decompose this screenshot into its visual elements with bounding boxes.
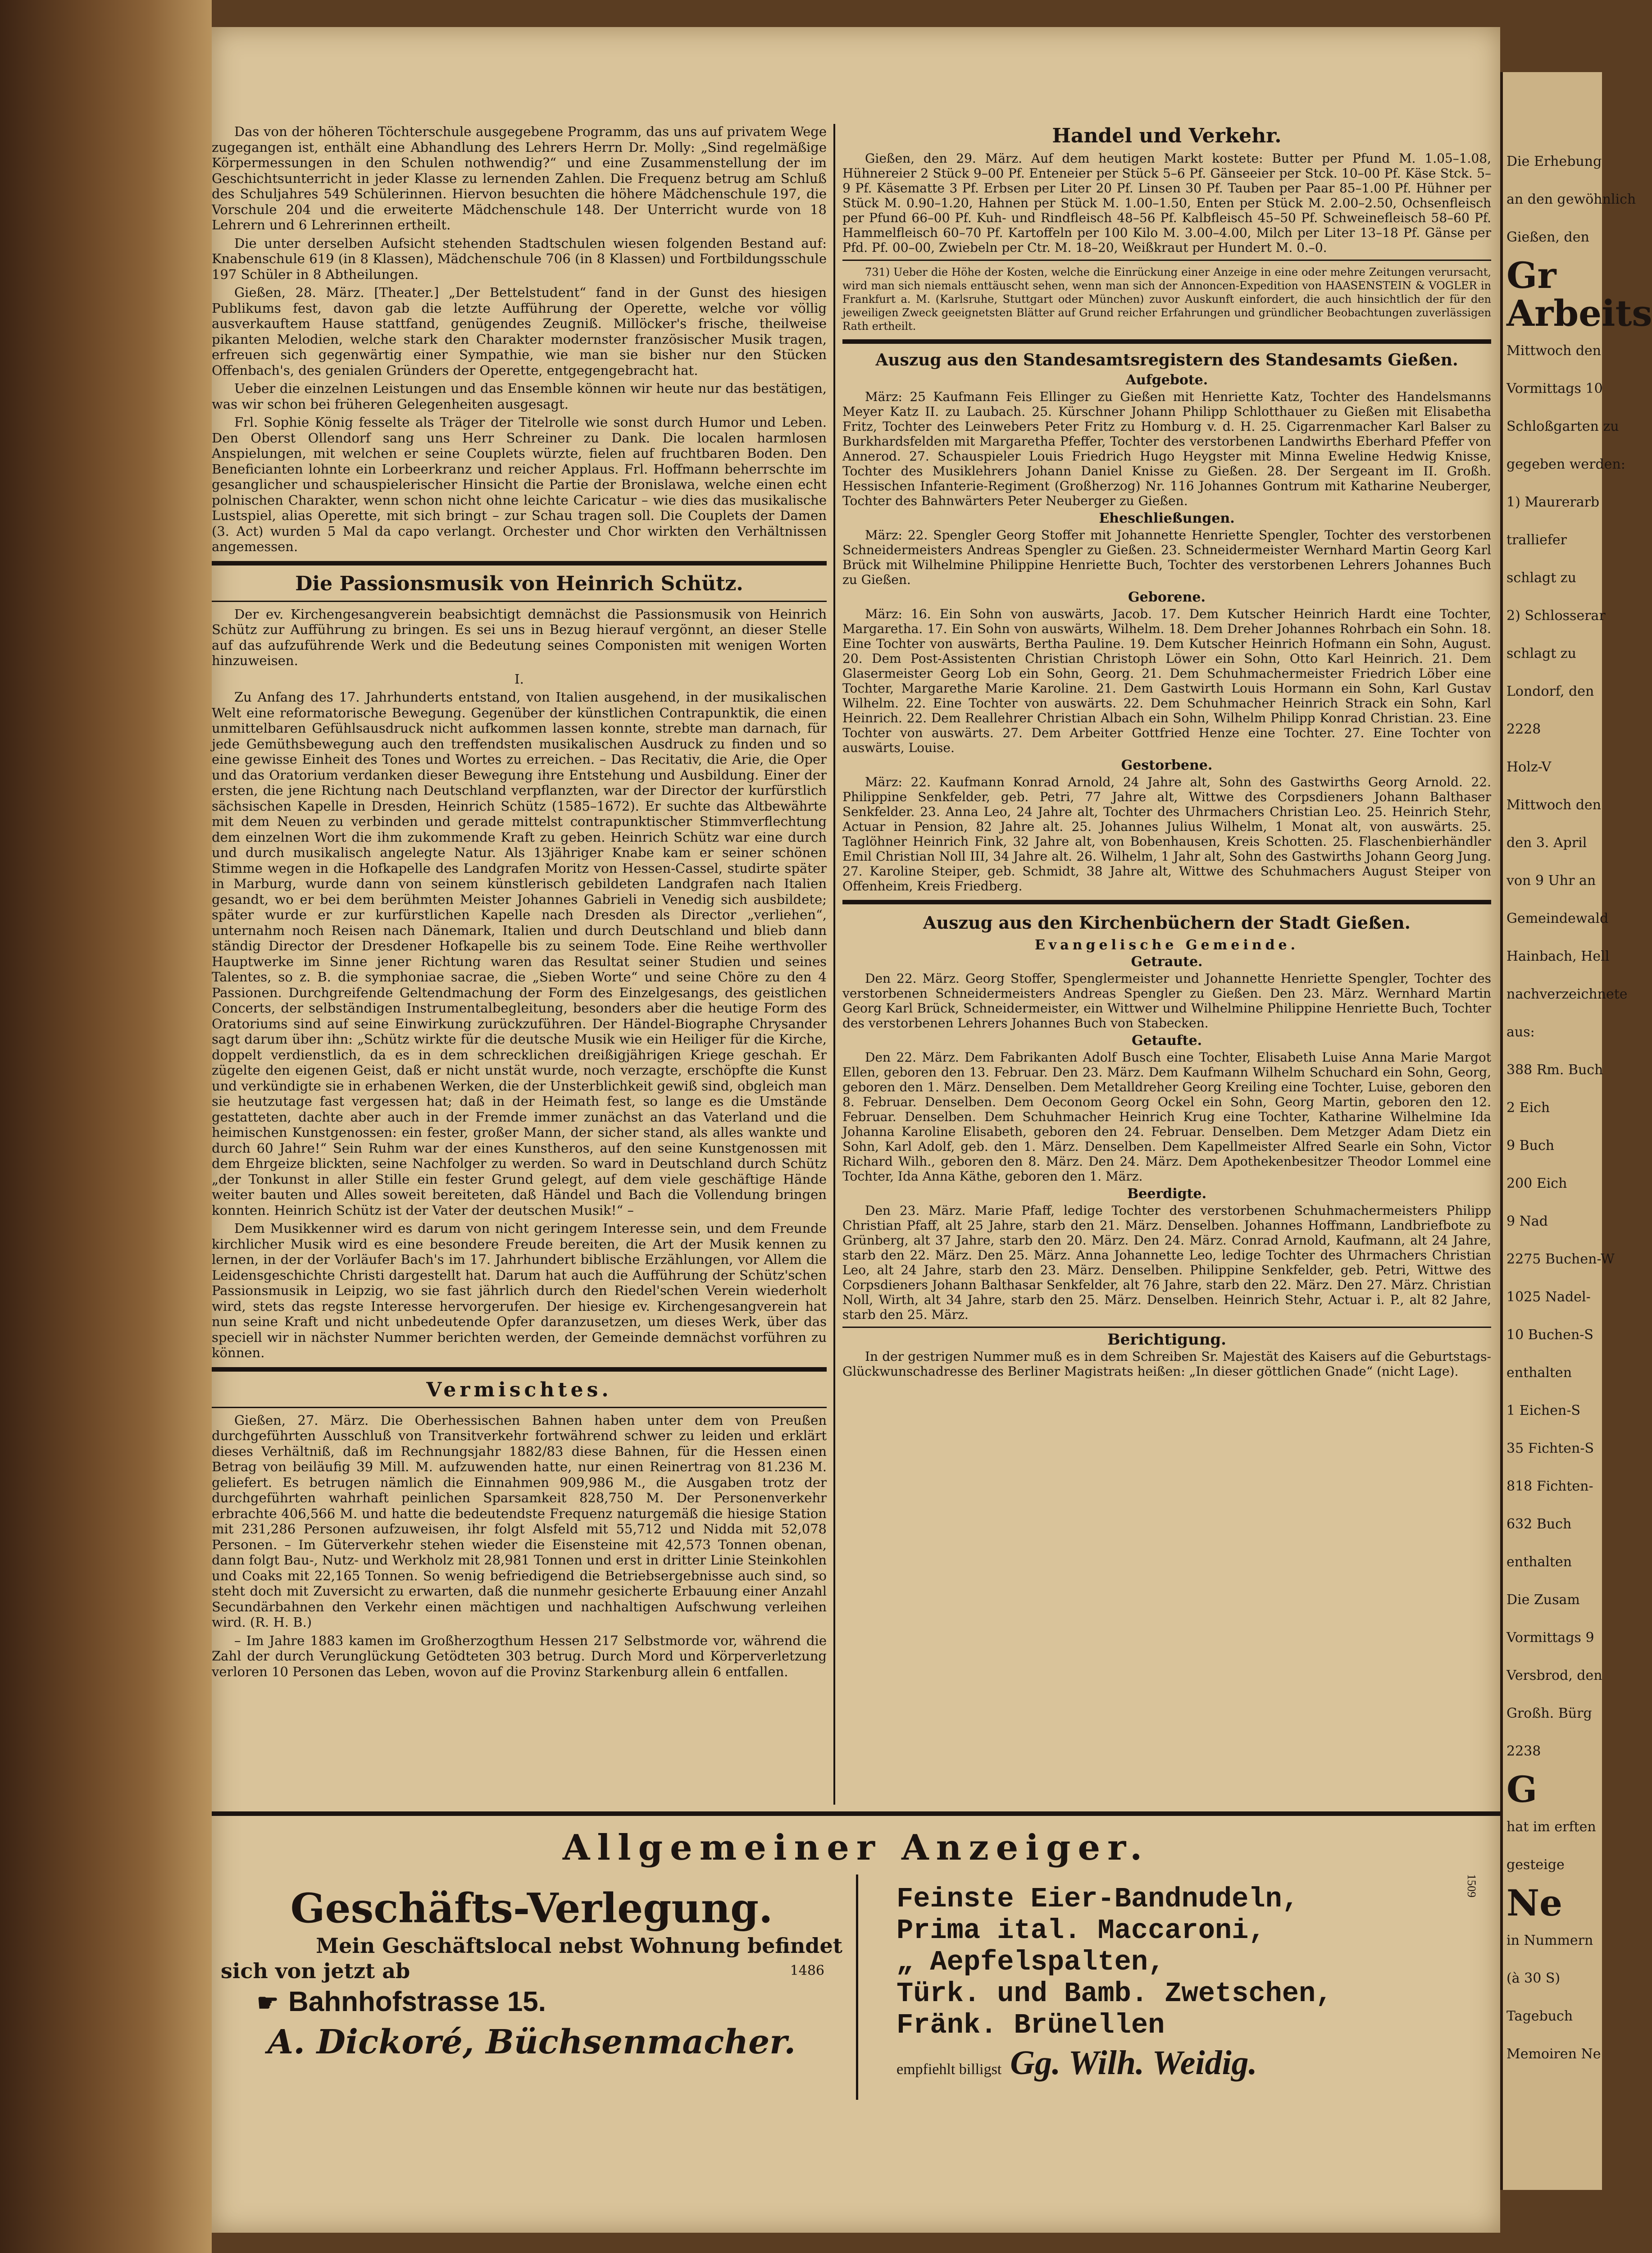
ad-right-item: Prima ital. Maccaroni, (897, 1915, 1265, 1947)
ad-left-address: Bahnhofstrasse 15. (288, 1986, 546, 2017)
newspaper-page (212, 27, 1500, 2233)
getraute-text: Den 22. März. Georg Stoffer, Spenglermeister und Johannette Henriette Spengler, Tochter des verstorbenen Schneidermeisters Andreas Spengler zu Gießen. Den 23. März. Wernhard Martin Georg Karl Brück, Schneidermeister, ein Wittwer und Wilhelmine Philippine Henriette Buch, Tochter des verstorbenen Lehrers Johannes Buch von Stabecken. (842, 971, 1491, 1031)
divider (212, 1367, 827, 1372)
divider (212, 601, 827, 602)
edge-text-line: hat im erften (1506, 1819, 1596, 1835)
edge-text-line: G (1506, 1768, 1538, 1811)
paragraph: Das von der höheren Töchterschule ausgegebene Programm, das uns auf privatem Wege zugegangen ist, enthält eine Abhandlung des Lehrers Herrn Dr. Molly: „Sind regelmäßige Körpermessungen in den Schulen nothwendig?“ und eine Zusammenstellung der im Geschichtsunterricht in jeder Klasse zu lernenden Zahlen. Die Frequenz betrug am Schluß des Schuljahres 549 Schülerinnen. Hiervon besuchten die höhere Mädchenschule 197, die Vorschule 204 und die erweiterte Mädchenschule 148. Der Unterricht wurde von 18 Lehrern und 6 Lehrerinnen ertheilt. (212, 124, 827, 233)
beerdigte-heading: Beerdigte. (1127, 1186, 1207, 1202)
ads-rule (212, 1811, 1500, 1816)
ad-geschaeftsverlegung (221, 1884, 842, 2064)
edge-text-line: Großh. Bürg (1506, 1706, 1592, 1721)
edge-text-line: enthalten (1506, 1365, 1572, 1381)
ad-right-item: Fränk. Brünellen (897, 2009, 1165, 2041)
edge-text-line: 1 Eichen-S (1506, 1403, 1581, 1418)
ads-divider (856, 1874, 858, 2100)
column-divider (833, 124, 835, 1805)
edge-text-line: Memoiren Ne (1506, 2046, 1601, 2062)
local-news (212, 124, 827, 555)
edge-text-line: Hainbach, Hell (1506, 949, 1610, 964)
ad-right-item: Feinste Eier-Bandnudeln, (897, 1883, 1299, 1915)
edge-text-line: Londorf, den (1506, 684, 1594, 699)
beerdigte-text: Den 23. März. Marie Pfaff, ledige Tochter des verstorbenen Schuhmachermeisters Philipp Christian Pfaff, alt 25 Jahre, starb den 21. März. Denselben. Johannes Hoffmann, Landbriefbote zu Grünberg, alt 37 Jahre, starb den 20. März. Den 24. März. Conrad Arnold, Kaufmann, alt 24 Jahre, starb den 22. März. Den 25. März. Anna Johannette Leo, ledige Tochter des Uhrmachers Christian Leo, alt 24 Jahre, starb den 23. März. Denselben. Philippine Senkfelder, geb. Petri, Wittwe des Corpsdieners Johann Balthasar Senkfelder, alt 76 Jahre, starb den 22. März. Den 27. März. Christian Noll, Wirth, alt 34 Jahre, starb den 25. März. Denselben. Heinrich Stehr, Actuar i. P., alt 82 Jahre, starb den 25. März. (842, 1203, 1491, 1322)
edge-text-line: 2228 (1506, 721, 1541, 737)
ads-header: Allgemeiner Anzeiger. (562, 1827, 1150, 1868)
edge-text-line: 2238 (1506, 1743, 1541, 1759)
edge-text-line: 1) Maurerarb (1506, 494, 1600, 510)
divider (842, 339, 1491, 344)
ad-right-pre: empfiehlt billigst (897, 2061, 1002, 2078)
getaufte-text: Den 22. März. Dem Fabrikanten Adolf Busch eine Tochter, Elisabeth Luise Anna Marie Margot Ellen, geboren den 13. Februar. Den 23. März. Dem Kaufmann Wilhelm Schuchard ein Sohn, Georg, geboren den 1. März. Denselben. Dem Metalldreher Georg Kreiling eine Tochter, Luise, geboren den 8. Februar. Denselben. Dem Oeconom Georg Ockel ein Sohn, Georg Martin, geboren den 12. Februar. Denselben. Dem Schuhmacher Heinrich Krug eine Tochter, Katharine Wilhelmine Ida Johanna Karoline Elisabeth, geboren den 24. Februar. Denselben. Dem Metzger Adam Dietz ein Sohn, Karl Adolf, geb. den 1. März. Denselben. Dem Kapellmeister Alfred Searle ein Sohn, Victor Richard Wilh., geboren den 8. März. Den 24. März. Dem Apothekenbesitzer Theodor Lommel eine Tochter, Ida Anna Käthe, geboren den 1. März. (842, 1050, 1491, 1184)
edge-text-line: Mittwoch den (1506, 797, 1602, 813)
handel-title: Handel und Verkehr. (1052, 124, 1282, 147)
ad-left-number: 1486 (790, 1963, 824, 1979)
divider (212, 1407, 827, 1408)
edge-text-line: 10 Buchen-S (1506, 1327, 1593, 1343)
edge-text-line: Gr (1506, 254, 1556, 296)
gestorbene-text: März: 22. Kaufmann Konrad Arnold, 24 Jahre alt, Sohn des Gastwirths Georg Arnold. 22. Philippine Senkfelder, geb. Petri, 77 Jahre alt, Wittwe des Corpsdieners Johann Balthaser Senkfelder. 23. Anna Leo, 24 Jahre alt, Tochter des Uhrmachers Christian Leo. 25. Heinrich Stehr, Actuar in Pension, 82 Jahre alt. 25. Johannes Julius Wilhelm, 1 Monat alt, von auswärts. 25. Taglöhner Heinrich Fink, 32 Jahre alt, von Bobenhausen, Kreis Schotten. 25. Flaschenbierhändler Emil Christian Noll III, 34 Jahre alt. 26. Wilhelm, 1 Jahr alt, Sohn des Gastwirths Johann Georg Jung. 27. Karoline Steiper, geb. Schmidt, 38 Jahre alt, Wittwe des Schuhmachers August Steiper von Offenheim, Kreis Friedberg. (842, 775, 1491, 894)
edge-text-line: Gießen, den (1506, 229, 1589, 245)
edge-text-line: 2) Schlosserar (1506, 608, 1606, 624)
geborene-heading: Geborene. (1128, 589, 1206, 605)
right-column-content (842, 124, 1491, 1382)
ad-right-items (897, 1884, 1491, 2041)
edge-text-line: Tagebuch (1506, 2008, 1573, 2024)
edge-text-line: schlagt zu (1506, 646, 1576, 661)
edge-text-line: von 9 Uhr an (1506, 873, 1596, 889)
paragraph: Die unter derselben Aufsicht stehenden Stadtschulen wiesen folgenden Bestand auf: Knabenschule 619 (in 8 Klassen), Mädchenschule 706 (in 8 Klassen) und Fortbildungsschule 197 Schüler in 8 Abtheilungen. (212, 235, 827, 282)
left-column-content (212, 124, 827, 1682)
ad-left-line2: sich von jetzt ab (221, 1959, 410, 1983)
edge-text-line: Die Erhebung (1506, 154, 1602, 169)
edge-text-line: 1025 Nadel- (1506, 1289, 1591, 1305)
edge-text-line: 200 Eich (1506, 1176, 1567, 1191)
paragraph: Ueber die einzelnen Leistungen und das Ensemble können wir heute nur das bestätigen, was wir schon bei früheren Gelegenheiten ausgesagt. (212, 381, 827, 412)
ad-right-number: 1509 (1465, 1874, 1478, 1897)
paragraph: Der ev. Kirchengesangverein beabsichtigt demnächst die Passionsmusik von Heinrich Schütz zur Aufführung zu bringen. Es sei uns in Bezug hierauf vergönnt, an dieser Stelle auf das aufzuführende Werk und die Bedeutung seines Componisten mit wenigen Worten hinzuweisen. (212, 606, 827, 668)
ad-right-item: Türk. und Bamb. Zwetschen, (897, 1978, 1333, 2010)
standesamt-title: Auszug aus den Standesamtsregistern des Standesamts Gießen. (875, 351, 1458, 369)
ad-left-signature: A. Dickoré, Büchsenmacher. (267, 2023, 796, 2061)
edge-text-line: Holz-V (1506, 759, 1552, 775)
adjacent-page-edge (1500, 72, 1652, 2190)
paragraph: Zu Anfang des 17. Jahrhunderts entstand, von Italien ausgehend, in der musikalischen Welt eine reformatorische Bewegung. Gegenüber der künstlichen Contrapunktik, die einen unmittelbaren Gefühlsausdruck nicht aufkommen lassen konnte, strebte man darnach, für jede Gemüthsbewegung auch den treffendsten musikalischen Ausdruck zu finden und so eine gewisse Einheit des Tones und Wortes zu erreichen. – Das Recitativ, die Arie, die Oper und das Oratorium verdanken dieser Bewegung ihre Entstehung und Ausbildung. Einer der ersten, die jene Richtung nach Deutschland verpflanzten, war der Director der kurfürstlich sächsischen Kapelle in Dresden, Heinrich Schütz (1585–1672). Er suchte das Altbewährte mit dem Neuen zu verbinden und gerade mittelst contrapunktischer Stimmverflechtung dem einzelnen Wort die ihm zukommende Kraft zu geben. Heinrich Schütz war eine durch und durch musikalisch angelegte Natur. Als 13jähriger Knabe kam er seiner schönen Stimme wegen in die Hofkapelle des Landgrafen Moritz von Hessen-Cassel, studirte später in Marburg, wurde dann von seinem künstlerisch gebildeten Landgrafen nach Italien gesandt, wo er bei dem berühmten Meister Johannes Gabrieli in Venedig sich ausbildete; später wurde er zur kurfürstlichen Kapelle nach Dresden als Director „verliehen“, unternahm noch Reisen nach Dänemark, Italien und durch Deutschland und blieb dann ständig Director der Dresdener Hofkapelle bis zu seinem Tode. Eine Reihe werthvoller Hauptwerke im Sinne jener Richtung waren das Resultat seiner Studien und seines Talentes, so z. B. die symphoniae sacrae, die „Sieben Worte“ und seine Chöre zu den 4 Passionen. Durchgreifende Geltendmachung der Form des Einzelgesangs, des geistlichen Concerts, der selbständigen Instrumentalbegleitung, besonders aber die heutige Form des Oratoriums sind auf seine Einwirkung zurückzuführen. Der Händel-Biographe Chrysander sagt darum über ihn: „Schütz wirkte für die deutsche Musik wie ein Heiliger für die Kirche, doppelt verdienstlich, da es in dem schrecklichen dreißigjährigen Kriege geschah. Er zügelte den eigenen Geist, daß er nicht unstät wurde, noch verzagte, erschöpfte die Kunst und verkündigte sie in erhabenen Werken, die der Unsterblichkeit gewiß sind, obgleich man sie heutzutage fast vergessen hat; daß in der Heimath fest, so lange es die Umstände gestatteten, dachte aber auch in der Fremde immer zunächst an das Vaterland und die heimischen Kunstgenossen: ein fester, großer Mann, der sicher stand, als alles wankte und durch 60 Jahre!“ Sein Ruhm war der eines Kunstheros, auf den seine Kunstgenossen mit dem Ehrgeize blickten, seine Nachfolger zu werden. So ward in Deutschland durch Schütz „der Tonkunst in aller Stille ein fester Grund gelegt, auf dem viele geschäftige Hände weiter bauten und Alles soweit bereiteten, daß Händel und Bach die Vollendung bringen konnten. Heinrich Schütz ist der Vater der deutschen Musik!“ – (212, 689, 827, 1218)
geborene-text: März: 16. Ein Sohn von auswärts, Jacob. 17. Dem Kutscher Heinrich Hardt eine Tochter, Margaretha. 17. Ein Sohn von auswärts, Wilhelm. 18. Dem Dreher Johannes Rohrbach ein Sohn. 18. Eine Tochter von auswärts, Bertha Pauline. 19. Dem Kutscher Heinrich Hofmann ein Sohn, August. 20. Dem Post-Assistenten Christian Christoph Löwer ein Sohn, Otto Karl Heinrich. 21. Dem Glasermeister Georg Lob ein Sohn, Georg. 21. Dem Schuhmachermeister Friedrich Löber eine Tochter, Margarethe Marie Karoline. 21. Dem Gastwirth Louis Hormann ein Sohn, Karl Gustav Wilhelm. 22. Eine Tochter von auswärts. 22. Dem Schuhmacher Heinrich Strack ein Sohn, Karl Heinrich. 22. Dem Reallehrer Christian Albach ein Sohn, Wilhelm Philipp Konrad Christian. 23. Eine Tochter von auswärts. 27. Dem Arbeiter Gottfried Henze eine Tochter. 27. Eine Tochter von auswärts, Louise. (842, 607, 1491, 755)
edge-text-line: Mittwoch den (1506, 343, 1602, 359)
ad-left-line1: Mein Geschäftslocal nebst Wohnung befindet (316, 1934, 842, 1958)
divider (842, 900, 1491, 904)
paragraph: Dem Musikkenner wird es darum von nicht geringem Interesse sein, und dem Freunde kirchlicher Musik wird es eine besondere Freude bereiten, die Art der Musik kennen zu lernen, in der der Vorläufer Bach's im 17. Jahrhundert biblische Erzählungen, vor Allem die Leidensgeschichte Christi dargestellt hat. Darum hat auch die Aufführung der Schütz'schen Passionsmusik in Leipzig, wo sie fast jährlich durch den Riedel'schen Verein wiederholt wird, stets das regste Interesse hervorgerufen. Der hiesige ev. Kirchengesangverein hat nun seine Kraft und nicht unbedeutende Opfer daranzusetzen, um dieses Werk, über das speciell wir in nächster Nummer berichten werden, der Gemeinde demnächst vorführen zu können. (212, 1221, 827, 1360)
edge-text-line: Schloßgarten zu (1506, 419, 1619, 434)
ad-right-item: „ Aepfelspalten, (897, 1946, 1165, 1978)
edge-text-line: nachverzeichnete (1506, 986, 1628, 1002)
edge-text-line: 9 Buch (1506, 1138, 1555, 1154)
ad-left-title: Geschäfts-Verlegung. (290, 1884, 773, 1932)
edge-text-line: den 3. April (1506, 835, 1587, 851)
edge-text-line: gesteige (1506, 1857, 1565, 1873)
aufgebote-text: März: 25 Kaufmann Feis Ellinger zu Gießen mit Henriette Katz, Tochter des Handelsmanns Meyer Katz II. zu Laubach. 25. Kürschner Johann Philipp Schlotthauer zu Gießen mit Elisabetha Fritz, Tochter des Leinwebers Peter Fritz zu Homburg v. d. H. 25. Cigarrenmacher Karl Balser zu Burkhardsfelden mit Margaretha Pfeffer, Tochter des verstorbenen Landwirths Eberhard Pfeffer von Annerod. 27. Schauspieler Louis Friedrich Hugo Heygster mit Minna Eweline Hedwig Knisse, Tochter des Musiklehrers Johann Daniel Knisse zu Gießen. 28. Der Sergeant im II. Großh. Hessischen Infanterie-Regiment (Großherzog) Nr. 116 Johannes Gontrum mit Katharine Neuberger, Tochter des Bahnwärters Peter Neuberger zu Gießen. (842, 389, 1491, 508)
divider (842, 1327, 1491, 1328)
edge-text-line: (à 30 S) (1506, 1970, 1561, 1986)
edge-text-line: Versbrod, den (1506, 1668, 1602, 1683)
edge-text-line: schlagt zu (1506, 570, 1576, 586)
edge-text-line: 818 Fichten- (1506, 1478, 1593, 1494)
vermischtes-title: Vermischtes. (426, 1378, 612, 1401)
gemeinde-subtitle: Evangelische Gemeinde. (1034, 937, 1299, 953)
paragraph: I. (514, 671, 524, 687)
passion-article (212, 607, 827, 1361)
edge-text-line: Die Zusam (1506, 1592, 1580, 1608)
edge-text-line: gegeben werden: (1506, 456, 1625, 472)
ad-weidig (897, 1874, 1491, 2091)
paragraph: Gießen, 27. März. Die Oberhessischen Bahnen haben unter dem von Preußen durchgeführten Ausschluß von Transitverkehr fortwährend schwer zu leiden und erklärt dieses Verhältniß, daß im Rechnungsjahr 1882/83 diese Bahnen, für die Hessen einen Betrag von beiläufig 39 Mill. M. aufzuwenden hatte, nur einen Reinertrag von 81.236 M. geliefert. Es betrugen nämlich die Einnahmen 909,986 M., die Ausgaben trotz der durchgeführten wahrhaft peinlichen Sparsamkeit 828,750 M. Der Personenverkehr erbrachte 406,566 M. und hatte die bedeutendste Frequenz naturgemäß die hiesige Station mit 231,286 Personen aufzuweisen, ihr folgt Alsfeld mit 55,712 und Nidda mit 52,078 Personen. – Im Güterverkehr stehen wieder die Eisensteine mit 42,573 Tonnen obenan, dann folgt Bau-, Nutz- und Werkholz mit 28,981 Tonnen und erst in dritter Linie Steinkohlen und Coaks mit 22,165 Tonnen. So wenig befriedigend die Betriebsergebnisse auch sind, so steht doch mit Zuversicht zu erwarten, daß die nunmehr gesicherte Erbauung einer Anzahl Secundärbahnen den Verkehr einen mächtigen und nachhaltigen Aufschwung verleihen wird. (R. H. B.) (212, 1412, 827, 1630)
ehe-text: März: 22. Spengler Georg Stoffer mit Johannette Henriette Spengler, Tochter des verstorbenen Schneidermeisters Andreas Spengler zu Gießen. 23. Schneidermeister Wernhard Martin Georg Karl Brück mit Wilhelmine Philippine Henriette Buch, Tochter des verstorbenen Lehrers Johannes Buch zu Gießen. (842, 528, 1491, 587)
aufgebote-heading: Aufgebote. (1125, 372, 1208, 388)
edge-text-line: Arbeits (1506, 292, 1652, 334)
pointing-hand-icon: ☛ (257, 1988, 279, 2017)
getraute-heading: Getraute. (1131, 954, 1203, 970)
berichtigung-heading: Berichtigung. (1107, 1331, 1227, 1349)
edge-text-line: 2 Eich (1506, 1100, 1550, 1116)
edge-text-line: Vormittags 10 (1506, 381, 1603, 397)
berichtigung-text: In der gestrigen Nummer muß es in dem Schreiben Sr. Majestät des Kaisers auf die Geburtstags-Glückwunschadresse des Berliner Magistrats heißen: „In dieser göttlichen Gnade“ (nicht Lage). (842, 1349, 1491, 1379)
edge-text-line: Gemeindewald (1506, 911, 1609, 926)
edge-text-line: 9 Nad (1506, 1213, 1548, 1229)
edge-text-line: 35 Fichten-S (1506, 1441, 1594, 1456)
vermischtes-article (212, 1413, 827, 1680)
edge-text-line: enthalten (1506, 1554, 1572, 1570)
getaufte-heading: Getaufte. (1131, 1033, 1202, 1049)
paragraph: Gießen, 28. März. [Theater.] „Der Bettelstudent“ fand in der Gunst des hiesigen Publikums fest, davon gab die letzte Aufführung der Operette, welche vor völlig ausverkauftem Hause stattfand, genügendes Zeugniß. Millöcker's frische, theilweise pikanten Melodien, welche stark den Charakter modernster französischer Musik tragen, erfreuen sich gegenwärtig einer Sympathie, wie man sie bisher nur den Stücken Offenbach's, des genialen Gründers der Operette, entgegengebracht hat. (212, 285, 827, 378)
edge-text-line: tralliefer (1506, 532, 1567, 548)
edge-text-line: aus: (1506, 1024, 1535, 1040)
kirchenbuch-title: Auszug aus den Kirchenbüchern der Stadt Gießen. (923, 912, 1411, 933)
edge-text-line: 632 Buch (1506, 1516, 1572, 1532)
gestorbene-heading: Gestorbene. (1121, 757, 1213, 773)
paragraph: – Im Jahre 1883 kamen im Großherzogthum Hessen 217 Selbstmorde vor, während die Zahl der durch Verunglückung Getödteten 303 betrug. Durch Mord und Körperverletzung verloren 10 Personen das Leben, wovon auf die Provinz Starkenburg allein 6 entfallen. (212, 1633, 827, 1679)
divider (842, 260, 1491, 261)
edge-text-line: 2275 Buchen-W (1506, 1251, 1615, 1267)
paragraph: Frl. Sophie König fesselte als Träger der Titelrolle wie sonst durch Humor und Leben. Den Oberst Ollendorf sang uns Herr Schreiner zu Dank. Die localen harmlosen Anspielungen, mit welchen er seine Couplets würzte, fielen auf fruchtbaren Boden. Den Beneficianten lohnte ein Lorbeerkranz und reicher Applaus. Frl. Hoffmann beherrschte im gesanglicher und schauspielerischer Hinsicht die Partie der Bronislawa, welche einen echt polnischen Charakter, wenn schon nicht ohne leichte Caricatur – wie dies das musikalische Lustspiel, alias Operette, mit sich bringt – zur Schau tragen soll. Die Couplets der Damen (3. Act) wurden 5 Mal da capo verlangt. Orchester und Chor wirkten den Verhältnissen angemessen. (212, 415, 827, 554)
ehe-heading: Eheschließungen. (1099, 511, 1235, 526)
divider (212, 561, 827, 566)
edge-text-line: an den gewöhnlich (1506, 192, 1636, 207)
edge-text-line: 388 Rm. Buch (1506, 1062, 1603, 1078)
edge-text-line: in Nummern (1506, 1933, 1593, 1948)
market-prices: Gießen, den 29. März. Auf dem heutigen Markt kostete: Butter per Pfund M. 1.05–1.08, Hühnereier 2 Stück 9–00 Pf. Enteneier per Stück 5–6 Pf. Gänseeier per Stck. 10–00 Pf. Käse Stck. 5–9 Pf. Käsematte 3 Pf. Erbsen per Liter 20 Pf. Linsen 30 Pf. Tauben per Paar 85–1.00 Pf. Hühner per Stück M. 0.90–1.20, Hahnen per Stück M. 1.00–1.50, Enten per Stück M. 2.00–2.50, Ochsenfleisch per Pfund 66–00 Pf. Kuh- und Rindfleisch 48–56 Pf. Kalbfleisch 45–50 Pf. Schweinefleisch 58–60 Pf. Hammelfleisch 60–70 Pf. Kartoffeln per 100 Kilo M. 3.00–4.00, Milch per Liter 13–18 Pf. Gänse per Pfd. Pf. 00–00, Zwiebeln per Ctr. M. 18–20, Weißkraut per Hundert M. 0.–0. (842, 151, 1491, 255)
edge-text-line: Vormittags 9 (1506, 1630, 1594, 1646)
advert-note: 731) Ueber die Höhe der Kosten, welche die Einrückung einer Anzeige in eine oder mehre Zeitungen verursacht, wird man sich niemals enttäuscht sehen, wenn man sich der Annoncen-Expedition von HAASENSTEIN & VOGLER in Frankfurt a. M. (Karlsruhe, Stuttgart oder München) zuvor Auskunft einfordert, die auch hinsichtlich der für den jeweiligen Zweck geeignetsten Blätter auf Grund reicher Erfahrungen und gründlicher Beobachtungen zuverlässigen Rath ertheilt. (842, 266, 1491, 333)
edge-text-line: Ne (1506, 1882, 1563, 1924)
book-spine (0, 0, 212, 2253)
ad-right-signature: Gg. Wilh. Weidig. (1010, 2044, 1257, 2082)
passion-title: Die Passionsmusik von Heinrich Schütz. (295, 572, 743, 595)
